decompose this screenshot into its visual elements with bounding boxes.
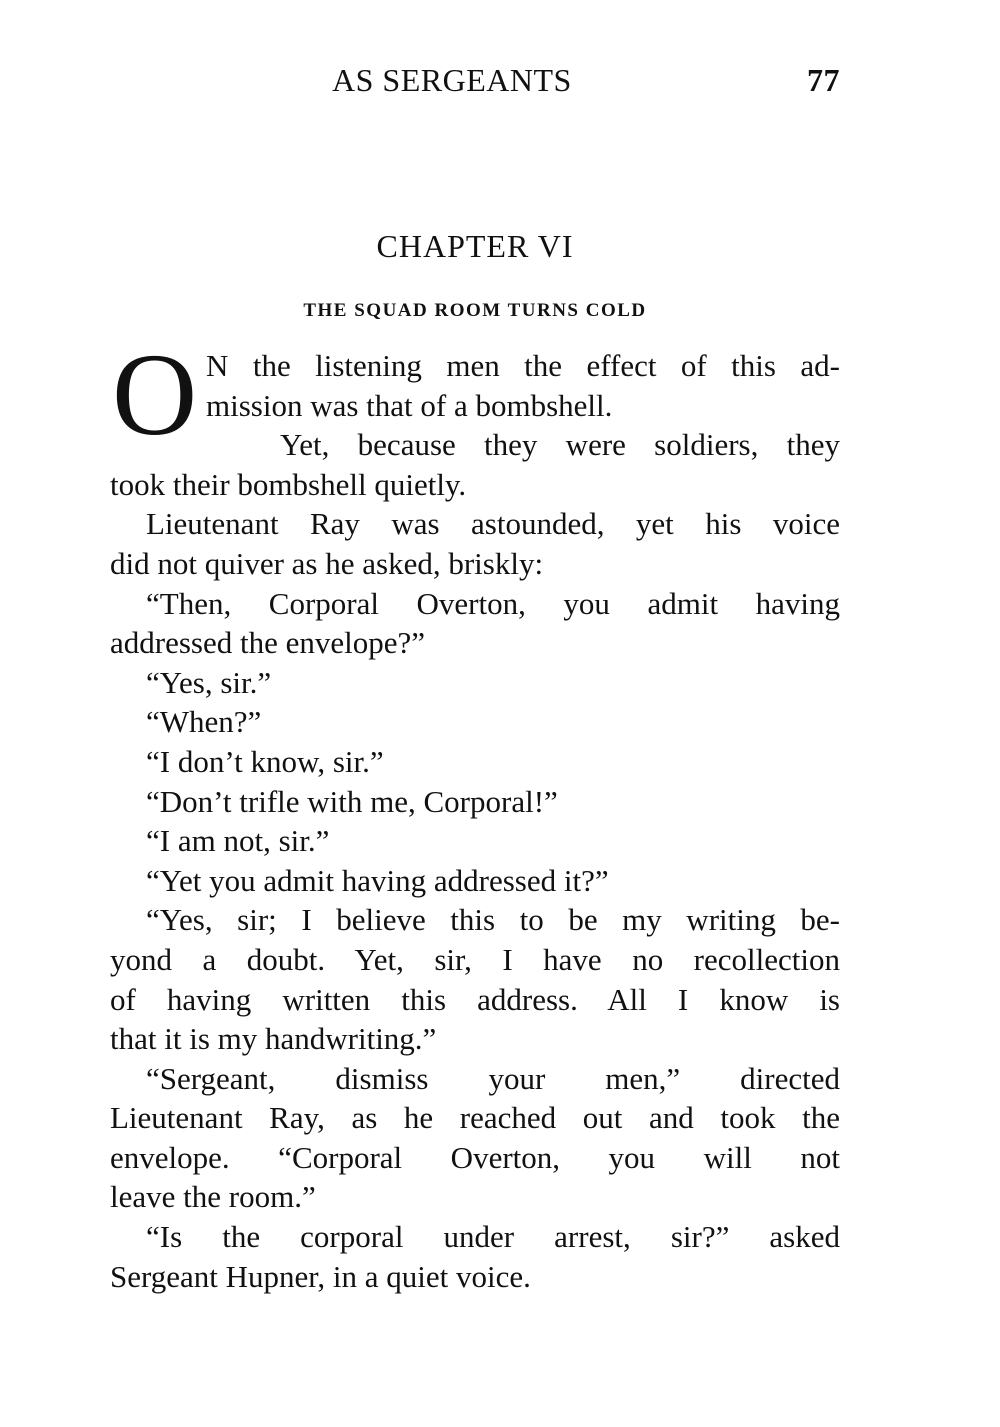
chapter-title: CHAPTER VI xyxy=(376,228,574,264)
page-number: 77 xyxy=(807,62,840,98)
text-line: mission was that of a bombshell. xyxy=(206,387,613,423)
running-head-title: AS SERGEANTS xyxy=(332,62,572,98)
text-line: “Sergeant, dismiss your men,” directed xyxy=(146,1060,840,1096)
text-line: “I am not, sir.” xyxy=(146,823,330,859)
text-line: that it is my handwriting.” xyxy=(110,1021,437,1057)
text-line: took their bombshell quietly. xyxy=(110,466,467,502)
text-line: “Yes, sir.” xyxy=(146,664,272,700)
text-line: yond a doubt. Yet, sir, I have no recollection xyxy=(110,941,840,977)
text-line: N the listening men the effect of this ad- xyxy=(206,348,840,383)
chapter-subtitle: THE SQUAD ROOM TURNS COLD xyxy=(303,300,647,321)
text-line: of having written this address. All I know is xyxy=(110,981,840,1017)
text-line: “Yes, sir; I believe this to be my writing be- xyxy=(146,902,840,938)
text-line: Yet, because they were soldiers, they xyxy=(280,427,840,463)
text-line: leave the room.” xyxy=(110,1179,316,1215)
text-line: “Don’t trifle with me, Corporal!” xyxy=(146,783,558,819)
drop-cap: O xyxy=(112,329,198,460)
text-line: envelope. “Corporal Overton, you will not xyxy=(110,1139,840,1175)
running-head xyxy=(110,62,840,102)
text-line: Lieutenant Ray, as he reached out and took the xyxy=(110,1100,840,1136)
text-line: Lieutenant Ray was astounded, yet his voice xyxy=(146,506,840,542)
text-line: “When?” xyxy=(146,704,262,740)
text-line: “Yet you admit having addressed it?” xyxy=(146,862,609,898)
text-line: “Is the corporal under arrest, sir?” asked xyxy=(146,1219,840,1255)
text-line: addressed the envelope?” xyxy=(110,625,426,661)
chapter-body xyxy=(110,346,840,1296)
text-line: “Then, Corporal Overton, you admit having xyxy=(146,585,840,621)
text-line: did not quiver as he asked, briskly: xyxy=(110,545,544,581)
text-line: “I don’t know, sir.” xyxy=(146,743,384,779)
text-line: Sergeant Hupner, in a quiet voice. xyxy=(110,1258,531,1294)
